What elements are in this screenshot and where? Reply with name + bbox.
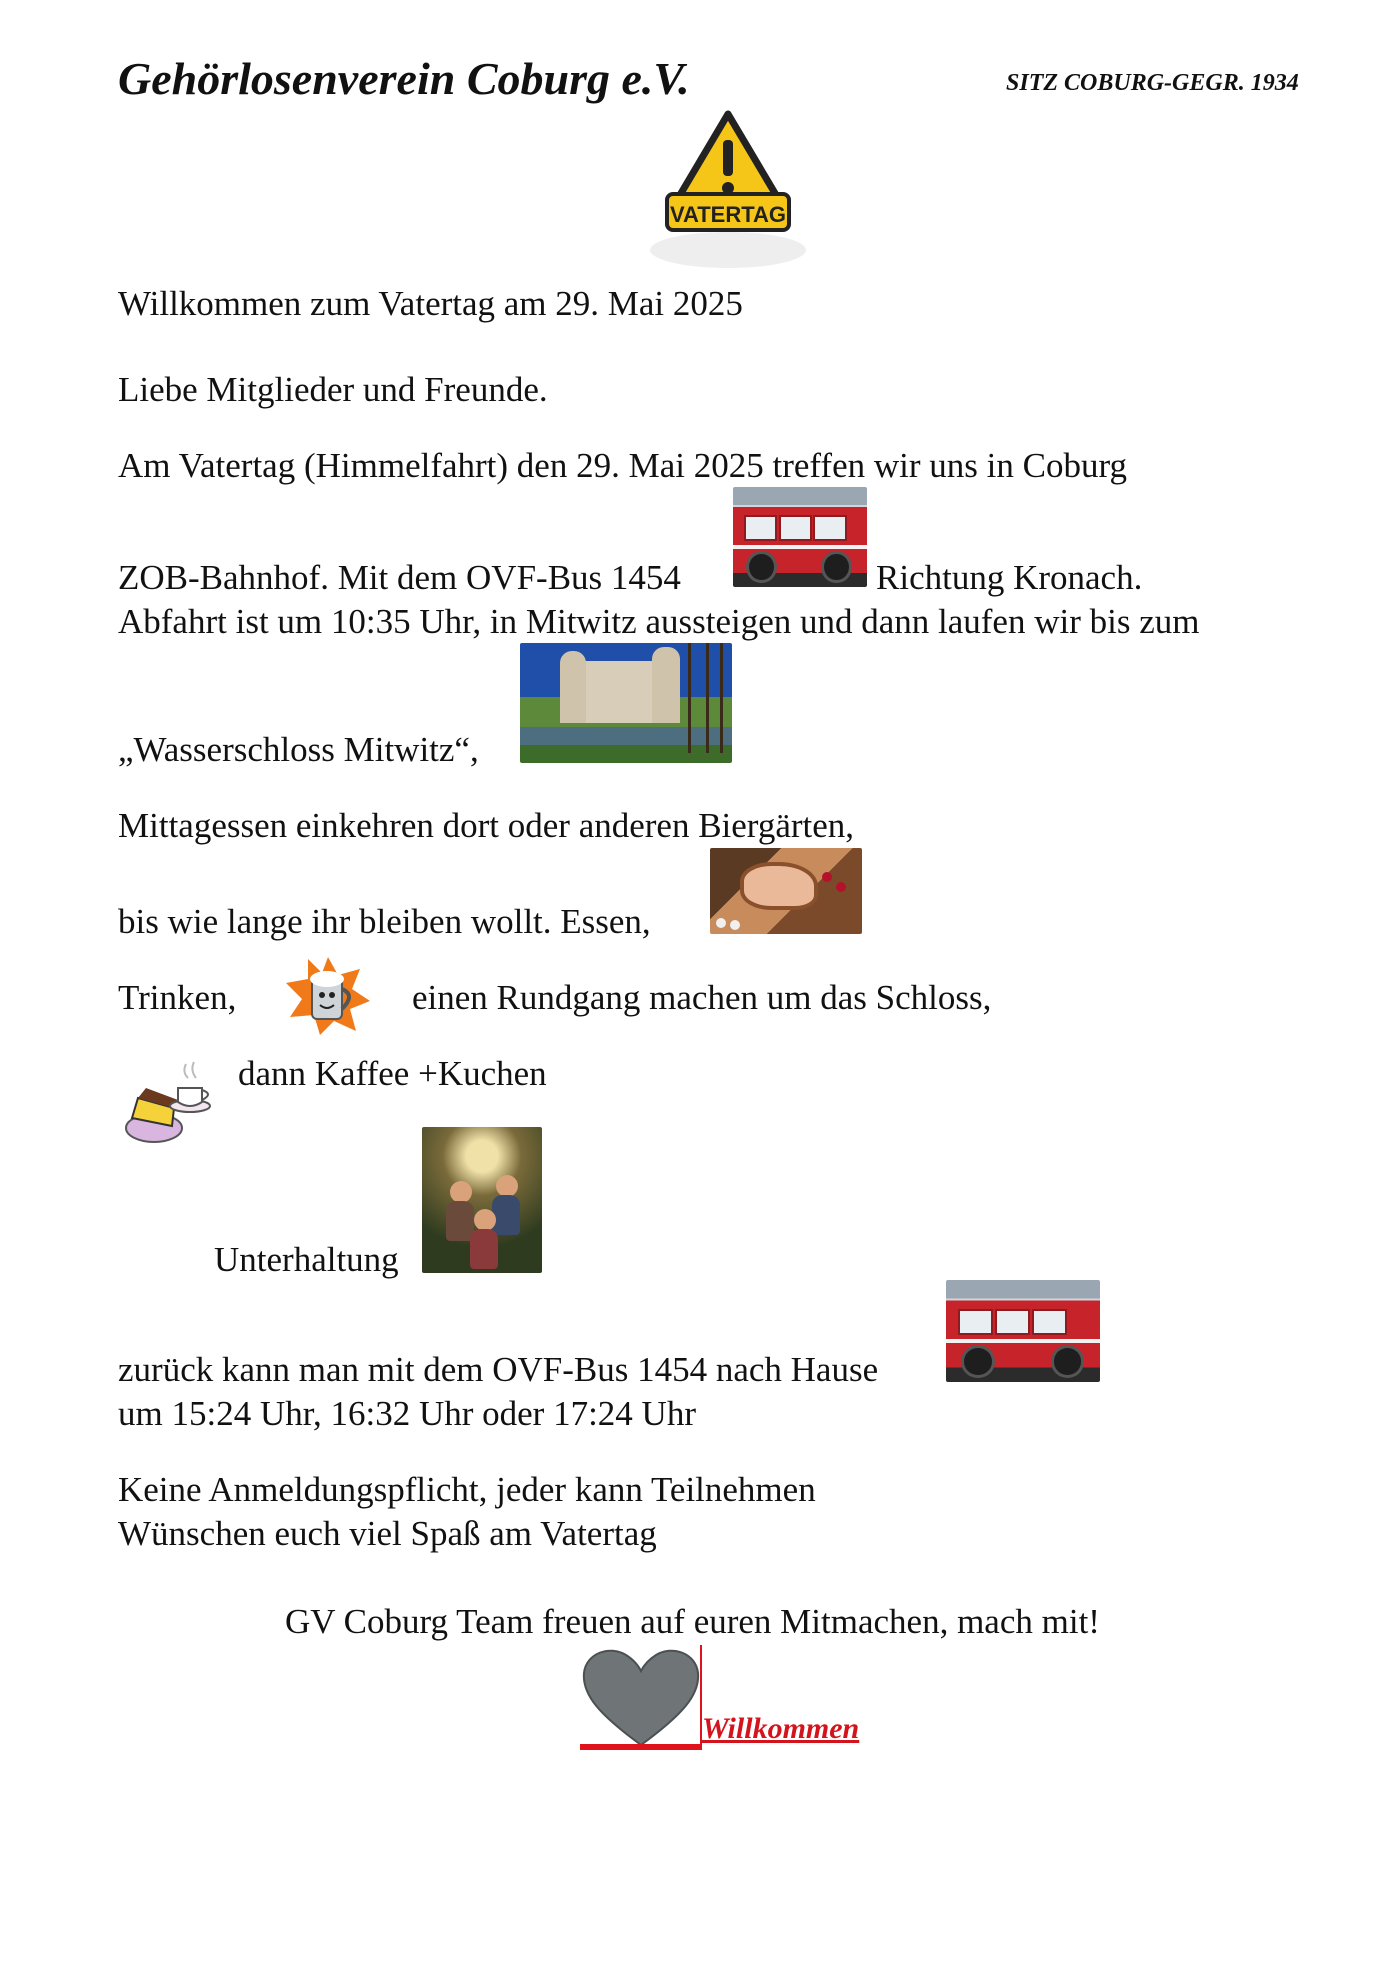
return-bus-image: [946, 1280, 1100, 1382]
welcome-label: Willkommen: [702, 1712, 860, 1745]
bus-image: [733, 487, 867, 587]
wish-line: Wünschen euch viel Spaß am Vatertag: [118, 1514, 657, 1553]
meeting-line: Am Vatertag (Himmelfahrt) den 29. Mai 2025 treffen wir uns in Coburg: [118, 446, 1127, 485]
organization-name: Gehörlosenverein Coburg e.V.: [118, 53, 690, 104]
welcome-heading: Willkommen zum Vatertag am 29. Mai 2025: [118, 284, 743, 323]
tour-line: einen Rundgang machen um das Schloss,: [412, 978, 992, 1017]
red-underline: [580, 1744, 700, 1750]
sign-label: VATERTAG: [669, 202, 787, 227]
drink-label: Trinken,: [118, 978, 237, 1017]
entertainment-line: Unterhaltung: [214, 1240, 399, 1279]
beer-mug-icon: [284, 955, 372, 1037]
castle-line: „Wasserschloss Mitwitz“,: [118, 730, 479, 769]
warning-sign-icon: [645, 104, 811, 272]
bus-line-end: Richtung Kronach.: [876, 558, 1143, 597]
coffee-line: dann Kaffee +Kuchen: [238, 1054, 547, 1093]
stay-line: bis wie lange ihr bleiben wollt. Essen,: [118, 902, 651, 941]
lunch-line: Mittagessen einkehren dort oder anderen Biergärten,: [118, 806, 855, 845]
people-image: [422, 1127, 542, 1273]
no-registration-line: Keine Anmeldungspflicht, jeder kann Teilnehmen: [118, 1470, 816, 1509]
bus-line-start: ZOB-Bahnhof. Mit dem OVF-Bus 1454: [118, 558, 681, 597]
team-line: GV Coburg Team freuen auf euren Mitmachen, mach mit!: [285, 1602, 1100, 1641]
return-line: zurück kann man mit dem OVF-Bus 1454 nach Hause: [118, 1350, 879, 1389]
food-image: [710, 848, 862, 934]
cake-icon: [124, 1058, 220, 1150]
return-times: um 15:24 Uhr, 16:32 Uhr oder 17:24 Uhr: [118, 1394, 696, 1433]
greeting-line: Liebe Mitglieder und Freunde.: [118, 370, 548, 409]
organization-seat: SITZ COBURG-GEGR. 1934: [1006, 70, 1299, 96]
departure-line: Abfahrt ist um 10:35 Uhr, in Mitwitz aussteigen und dann laufen wir bis zum: [118, 602, 1200, 641]
castle-image: [520, 643, 732, 763]
heart-icon: [580, 1645, 702, 1749]
